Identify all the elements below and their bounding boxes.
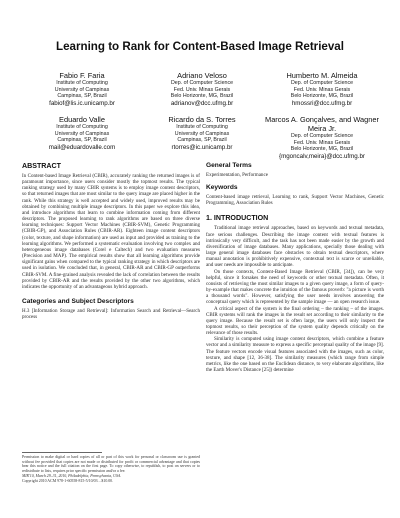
author-affiliation: Campinas, SP, Brazil <box>57 137 107 144</box>
author-affiliation: Belo Horizonte, MG, Brazil <box>170 93 234 99</box>
keywords-text <box>206 194 384 206</box>
author-affiliation: University of Campinas <box>54 130 110 137</box>
categories-heading: Categories and Subject Descriptors <box>22 297 134 305</box>
author-affiliation: Fed. Univ. Minas Gerais <box>293 86 351 93</box>
abstract-paragraph: In Content-based Image Retrieval (CBIR), accurately ranking the returned images is of paramount importance, since users consider mostly the topmost results. The typical ranking strategy used by many CBIR systems is to employ image content descriptors, so that returned images that are most similar to the query image are placed higher in the rank. While this strategy is well accepted and widely used, improved results may be obtained by combining multiple image descriptors. In this paper we explore this idea, and introduce algorithms that learn to combine information coming from different descriptors. The proposed learning to rank algorithms are based on three diverse learning techniques: Support Vector Machines (CBIR-SVM), Genetic Programming (CBIR-GP), and Association Rules (CBIR-AR). Eighteen image content descriptors (color, texture, and shape information) are used as input and provided as training to the learning algorithms. We performed a systematic evaluation involving two complex and heterogeneous image databases (Corel e Caltech) and two evaluation measures (Precision and MAP). The empirical results show that all learning algorithms provide significant gains when compared to the typical ranking strategy in which descriptors are used in isolation. We concluded that, in general, CBIR-AR and CBIR-GP outperforms CBIR-SVM. A fine-grained analysis revealed the lack of correlation between the results provided by CBIR-AR and the results provided by the other two algorithms, which indicates the opportunity of an advantageous hybrid approach. <box>22 173 200 290</box>
author-affiliation: Belo Horizonte, MG, Brazil <box>290 146 354 153</box>
intro-paragraph-3: A critical aspect of the system is the final ordering – the ranking – of the images. CBIR systems will rank the images in the result set according to their similarity to the query image. Because the result set is often large, the users will only inspect the topmost results, so their perception of the system quality depends critically on the relevance of those results. <box>206 305 384 337</box>
author-name: Fabio F. Faria <box>59 71 105 80</box>
keywords-paragraph: Content-based image retrieval, Learning to rank, Support Vector Machines, Genetic Programming, Association Rules <box>206 194 384 207</box>
intro-paragraph-4: Similarity is computed using image content descriptors, which combine a feature vector and a similarity measure to express a specific perceptual quality of the image [9]. The feature vectors encode visual features associated with the images, such as color, texture, and shape [12, 36-38]. The similarity measures (which range from simple metrics, like the one based on the Euclidean distance, to very elaborate algorithms, like the Earth Mover's Distance [25]) determine <box>206 336 384 374</box>
right-column <box>206 162 384 373</box>
author-affiliation: Campinas, SP, Brazil <box>177 137 227 144</box>
permission-footnote <box>22 452 200 483</box>
author-5 <box>142 115 262 160</box>
author-affiliation: Fed. Univ. Minas Gerais <box>293 139 351 146</box>
author-block <box>22 71 382 160</box>
keywords-heading: Keywords <box>206 184 238 192</box>
author-affiliation: University of Campinas <box>54 86 110 93</box>
author-1 <box>22 71 142 107</box>
categories-paragraph: H.3 [Information Storage and Retrieval]: Information Search and Retrieval—Search process <box>22 307 200 321</box>
general-terms-paragraph: Experimentation, Performance <box>206 172 268 178</box>
author-affiliation: Institute of Computing <box>176 124 228 131</box>
author-affiliation: Dep. of Computer Science <box>290 80 354 86</box>
author-affiliation: Belo Horizonte, MG, Brazil <box>290 93 354 99</box>
author-affiliation: Dep. of Computer Science <box>170 80 234 86</box>
author-name: Ricardo da S. Torres <box>168 115 236 125</box>
author-name: Eduardo Valle <box>59 115 105 125</box>
author-affiliation: Campinas, SP, Brazil <box>57 93 107 99</box>
author-email: rtorres@ic.unicamp.br <box>171 143 233 151</box>
author-affiliation: University of Campinas <box>174 130 230 137</box>
intro-paragraph-2: On those contexts, Content-Based Image Retrieval (CBIR, [34]), can be very helpful, since it forsakes the need of keywords or other textual metadata. Often, it consists of retrieving the most similar images to a given query image, a form of query-by-example that makes concrete the intuition of the famous proverb: "a picture is worth a thousand words". However, satisfying the user needs involves answering the conceptual query which is represented by the sample image — an open research issue. <box>206 268 384 306</box>
author-name: Humberto M. Almeida <box>286 71 358 80</box>
author-affiliation: Institute of Computing <box>56 80 108 86</box>
introduction-heading: 1. INTRODUCTION <box>206 214 269 223</box>
general-terms-heading: General Terms <box>206 162 252 169</box>
footnote-permission: Permission to make digital or hard copies of all or part of this work for personal or classroom use is granted without fee provided that copies are not made or distributed for profit or commercial advantage and that copies bear this notice and the full citation on the first page. To copy otherwise, to republish, to post on servers or to redistribute to lists, requires prior specific permission and/or a fee. <box>22 455 200 474</box>
footnote-conference: MIR'10, March 29–31, 2010, Philadelphia, Pennsylvania, USA. <box>22 473 122 478</box>
author-3 <box>262 71 382 107</box>
author-2 <box>142 71 262 107</box>
author-name: Marcos A. Gonçalves, and Wagner Meira Jr. <box>265 115 379 134</box>
abstract-heading: ABSTRACT <box>22 162 62 170</box>
author-email: adrianov@dcc.ufmg.br <box>170 99 234 107</box>
categories-text <box>22 308 200 320</box>
author-email: mail@eduardovalle.com <box>48 143 116 151</box>
author-6 <box>262 115 382 160</box>
author-email: hmossri@dcc.ufmg.br <box>291 99 353 107</box>
introduction-text <box>206 225 384 373</box>
abstract-text <box>22 173 200 290</box>
author-email: fabiof@lis.ic.unicamp.br <box>49 99 115 107</box>
author-affiliation: Fed. Univ. Minas Gerais <box>173 86 231 93</box>
paper-title: Learning to Rank for Content-Based Image Retrieval <box>56 40 344 53</box>
author-affiliation: Institute of Computing <box>56 124 108 131</box>
author-affiliation: Dep. of Computer Science <box>290 133 354 140</box>
left-column <box>22 162 200 320</box>
author-4 <box>22 115 142 160</box>
footnote-rule <box>22 452 102 453</box>
author-email: {mgoncalv,meira}@dcc.ufmg.br <box>279 152 365 160</box>
footnote-copyright: Copyright 2010 ACM 978-1-60558-815-5/10/03 ...$10.00. <box>22 478 114 483</box>
intro-paragraph-1: Traditional image retrieval approaches, based on keywords and textual metadata, face serious challenges. Describing the image content with textual features is intrinsically very difficult, and the task has not been made easier by the growth and diversification of image databases. Many applications, specially those dealing with large general image databases face obstacles to obtain textual descriptors, where manual annotation is prohibitively expensive, contextual text is scarce or unreliable, and user needs are impossible to anticipate. <box>206 225 384 269</box>
author-name: Adriano Veloso <box>177 71 227 80</box>
